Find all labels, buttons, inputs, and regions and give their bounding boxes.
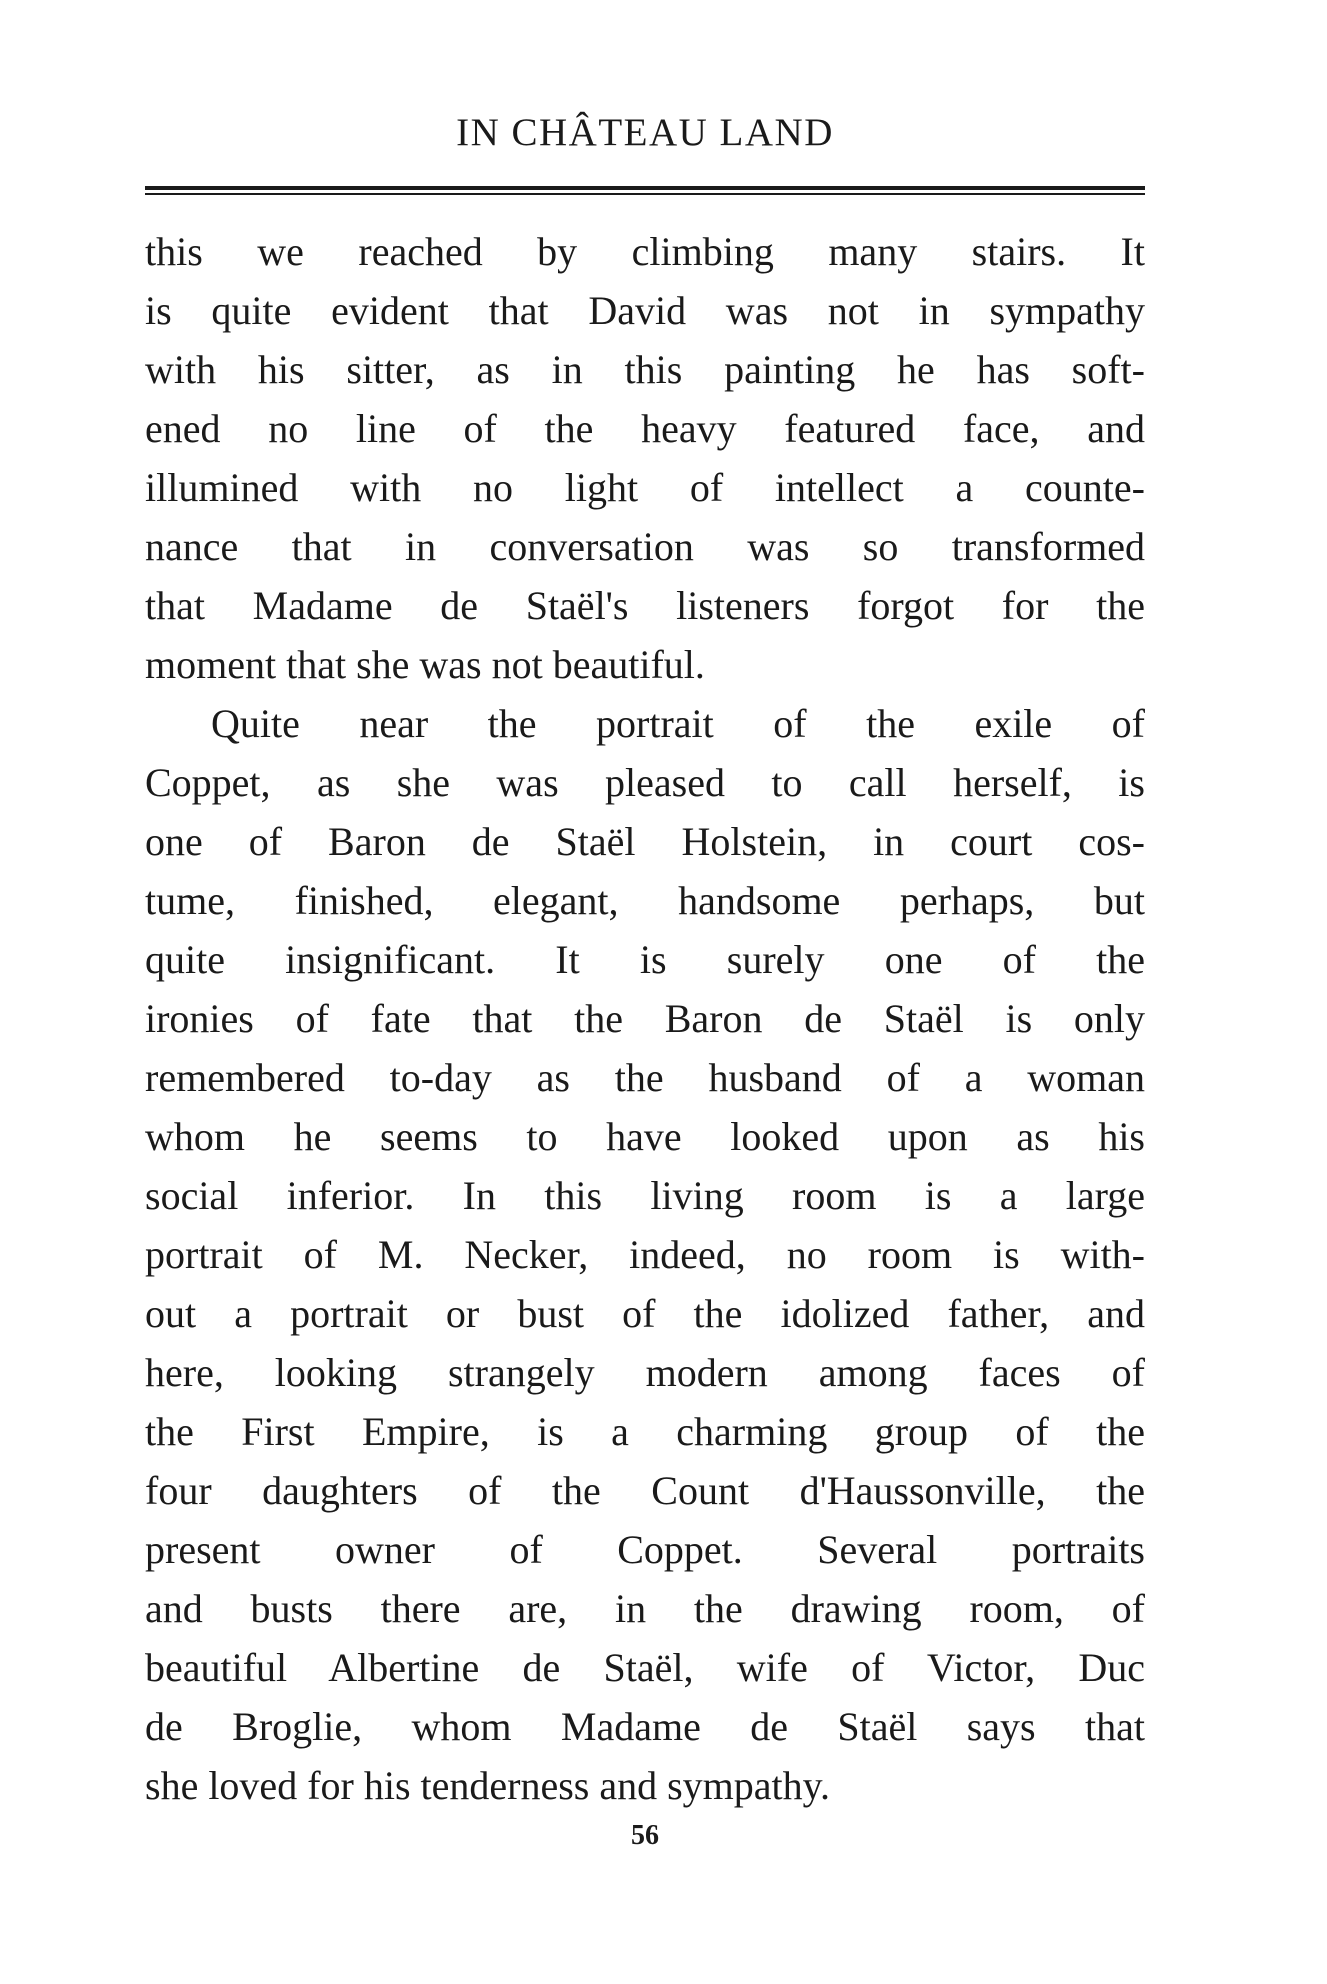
text-line: ened no line of the heavy featured face, and: [145, 406, 1145, 451]
body-text: [145, 222, 1145, 1815]
text-line: whom he seems to have looked upon as his: [145, 1114, 1145, 1159]
text-line: Quite near the portrait of the exile of: [211, 701, 1145, 746]
text-line: here, looking strangely modern among faces of: [145, 1350, 1145, 1395]
text-line: nance that in conversation was so transformed: [145, 524, 1145, 569]
text-line: de Broglie, whom Madame de Staël says that: [145, 1704, 1145, 1749]
text-line: the First Empire, is a charming group of the: [145, 1409, 1145, 1454]
text-line: is quite evident that David was not in sympathy: [145, 288, 1145, 333]
text-line: Coppet, as she was pleased to call herself, is: [145, 760, 1145, 805]
text-line: and busts there are, in the drawing room, of: [145, 1586, 1145, 1631]
text-line: moment that she was not beautiful.: [145, 642, 705, 687]
text-line: ironies of fate that the Baron de Staël is only: [145, 996, 1145, 1041]
text-line: portrait of M. Necker, indeed, no room is with-: [145, 1232, 1145, 1277]
text-line: tume, finished, elegant, handsome perhaps, but: [145, 878, 1145, 923]
header-rule-thin: [145, 193, 1145, 195]
running-head: IN CHÂTEAU LAND: [456, 111, 834, 154]
text-line: she loved for his tenderness and sympathy.: [145, 1763, 831, 1808]
header-rule-thick: [145, 186, 1145, 190]
text-line: beautiful Albertine de Staël, wife of Victor, Duc: [145, 1645, 1145, 1690]
text-line: four daughters of the Count d'Haussonville, the: [145, 1468, 1145, 1513]
text-line: one of Baron de Staël Holstein, in court cos-: [145, 819, 1145, 864]
text-line: out a portrait or bust of the idolized father, and: [145, 1291, 1145, 1336]
text-line: social inferior. In this living room is a large: [145, 1173, 1145, 1218]
text-line: present owner of Coppet. Several portraits: [145, 1527, 1145, 1572]
text-line: this we reached by climbing many stairs. It: [145, 229, 1145, 274]
text-line: remembered to-day as the husband of a woman: [145, 1055, 1145, 1100]
page-number: 56: [631, 1820, 659, 1851]
text-line: illumined with no light of intellect a counte-: [145, 465, 1145, 510]
text-line: that Madame de Staël's listeners forgot for the: [145, 583, 1145, 628]
text-line: quite insignificant. It is surely one of the: [145, 937, 1145, 982]
text-line: with his sitter, as in this painting he has soft-: [145, 347, 1145, 392]
